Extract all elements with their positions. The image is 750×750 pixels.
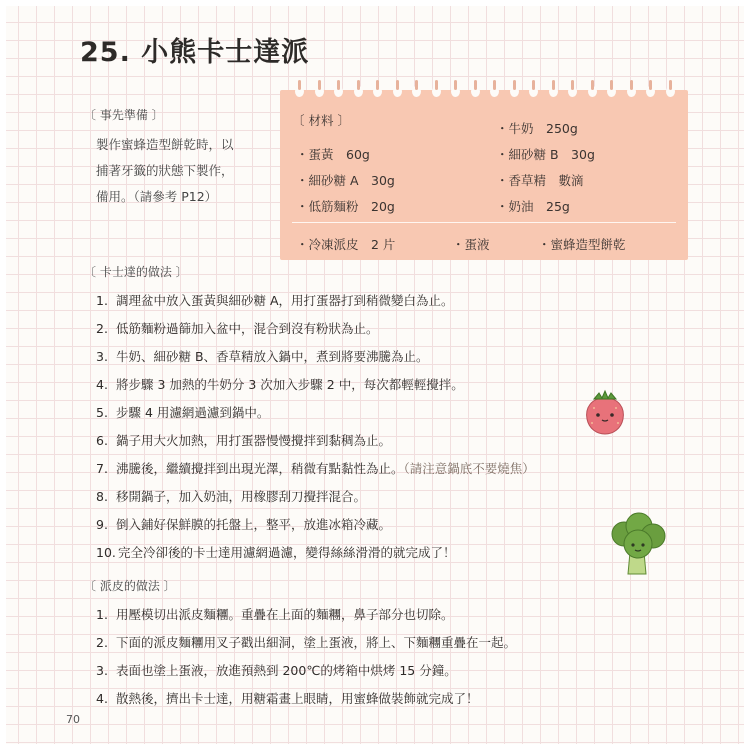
custard-step: 5. 步驟 4 用濾網過濾到鍋中。 <box>96 405 270 420</box>
custard-step: 9. 倒入鋪好保鮮膜的托盤上，整平，放進冰箱冷藏。 <box>96 517 392 532</box>
custard-step: 2. 低筋麵粉過篩加入盆中，混合到沒有粉狀為止。 <box>96 321 379 336</box>
custard-step: 3. 牛奶、細砂糖 B、香草精放入鍋中，煮到將要沸騰為止。 <box>96 349 429 364</box>
material-item: ・冷凍派皮 2 片 <box>296 237 396 252</box>
material-item: ・細砂糖 A 30g <box>296 173 395 188</box>
prep-line: 捕著牙籤的狀態下製作， <box>96 163 234 178</box>
material-item: ・蜜蜂造型餅乾 <box>538 237 626 252</box>
step-note: （請注意鍋底不要燒焦） <box>403 461 535 476</box>
custard-label: 〔 卡士達的做法 〕 <box>84 265 188 279</box>
materials-divider <box>292 222 676 223</box>
custard-step: 1. 調理盆中放入蛋黃與細砂糖 A，用打蛋器打到稍微變白為止。 <box>96 293 454 308</box>
custard-step: 6. 鍋子用大火加熱，用打蛋器慢慢攪拌到黏稠為止。 <box>96 433 392 448</box>
material-item: ・蛋黃 60g <box>296 147 370 162</box>
crust-step: 2. 下面的派皮麵糰用叉子戳出細洞，塗上蛋液，將上、下麵糰重疊在一起。 <box>96 635 517 650</box>
material-item: ・奶油 25g <box>496 199 570 214</box>
material-item: ・蛋液 <box>452 237 490 252</box>
page-number: 70 <box>66 713 80 726</box>
crust-label: 〔 派皮的做法 〕 <box>84 579 176 593</box>
strawberry-icon <box>582 388 628 436</box>
material-item: ・牛奶 250g <box>496 121 578 136</box>
notebook-binding <box>295 86 675 100</box>
crust-step: 4. 散熱後，擠出卡士達，用糖霜畫上眼睛，用蜜蜂做裝飾就完成了！ <box>96 691 479 706</box>
custard-step: 10. 完全冷卻後的卡士達用濾網過濾，變得絲絲滑滑的就完成了！ <box>96 545 456 560</box>
broccoli-icon <box>606 512 670 578</box>
prep-text <box>96 132 276 210</box>
custard-step: 7. 沸騰後，繼續攪拌到出現光澤，稍微有點黏性為止。（請注意鍋底不要燒焦） <box>96 461 535 476</box>
crust-step: 3. 表面也塗上蛋液，放進預熱到 200℃的烤箱中烘烤 15 分鐘。 <box>96 663 457 678</box>
prep-label: 〔 事先準備 〕 <box>84 108 164 122</box>
material-item: ・低筋麵粉 20g <box>296 199 395 214</box>
page-title: 25. 小熊卡士達派 <box>80 37 310 68</box>
prep-line: 製作蜜蜂造型餅乾時，以 <box>96 137 234 152</box>
prep-line: 備用。（請參考 P12） <box>96 189 218 204</box>
custard-step: 4. 將步驟 3 加熱的牛奶分 3 次加入步驟 2 中，每次都輕輕攪拌。 <box>96 377 464 392</box>
material-item: ・香草精 數滴 <box>496 173 584 188</box>
materials-label: 〔 材料 〕 <box>292 113 350 128</box>
crust-step: 1. 用壓模切出派皮麵糰。重疊在上面的麵糰，鼻子部分也切除。 <box>96 607 454 622</box>
material-item: ・細砂糖 B 30g <box>496 147 595 162</box>
custard-step: 8. 移開鍋子，加入奶油，用橡膠刮刀攪拌混合。 <box>96 489 367 504</box>
